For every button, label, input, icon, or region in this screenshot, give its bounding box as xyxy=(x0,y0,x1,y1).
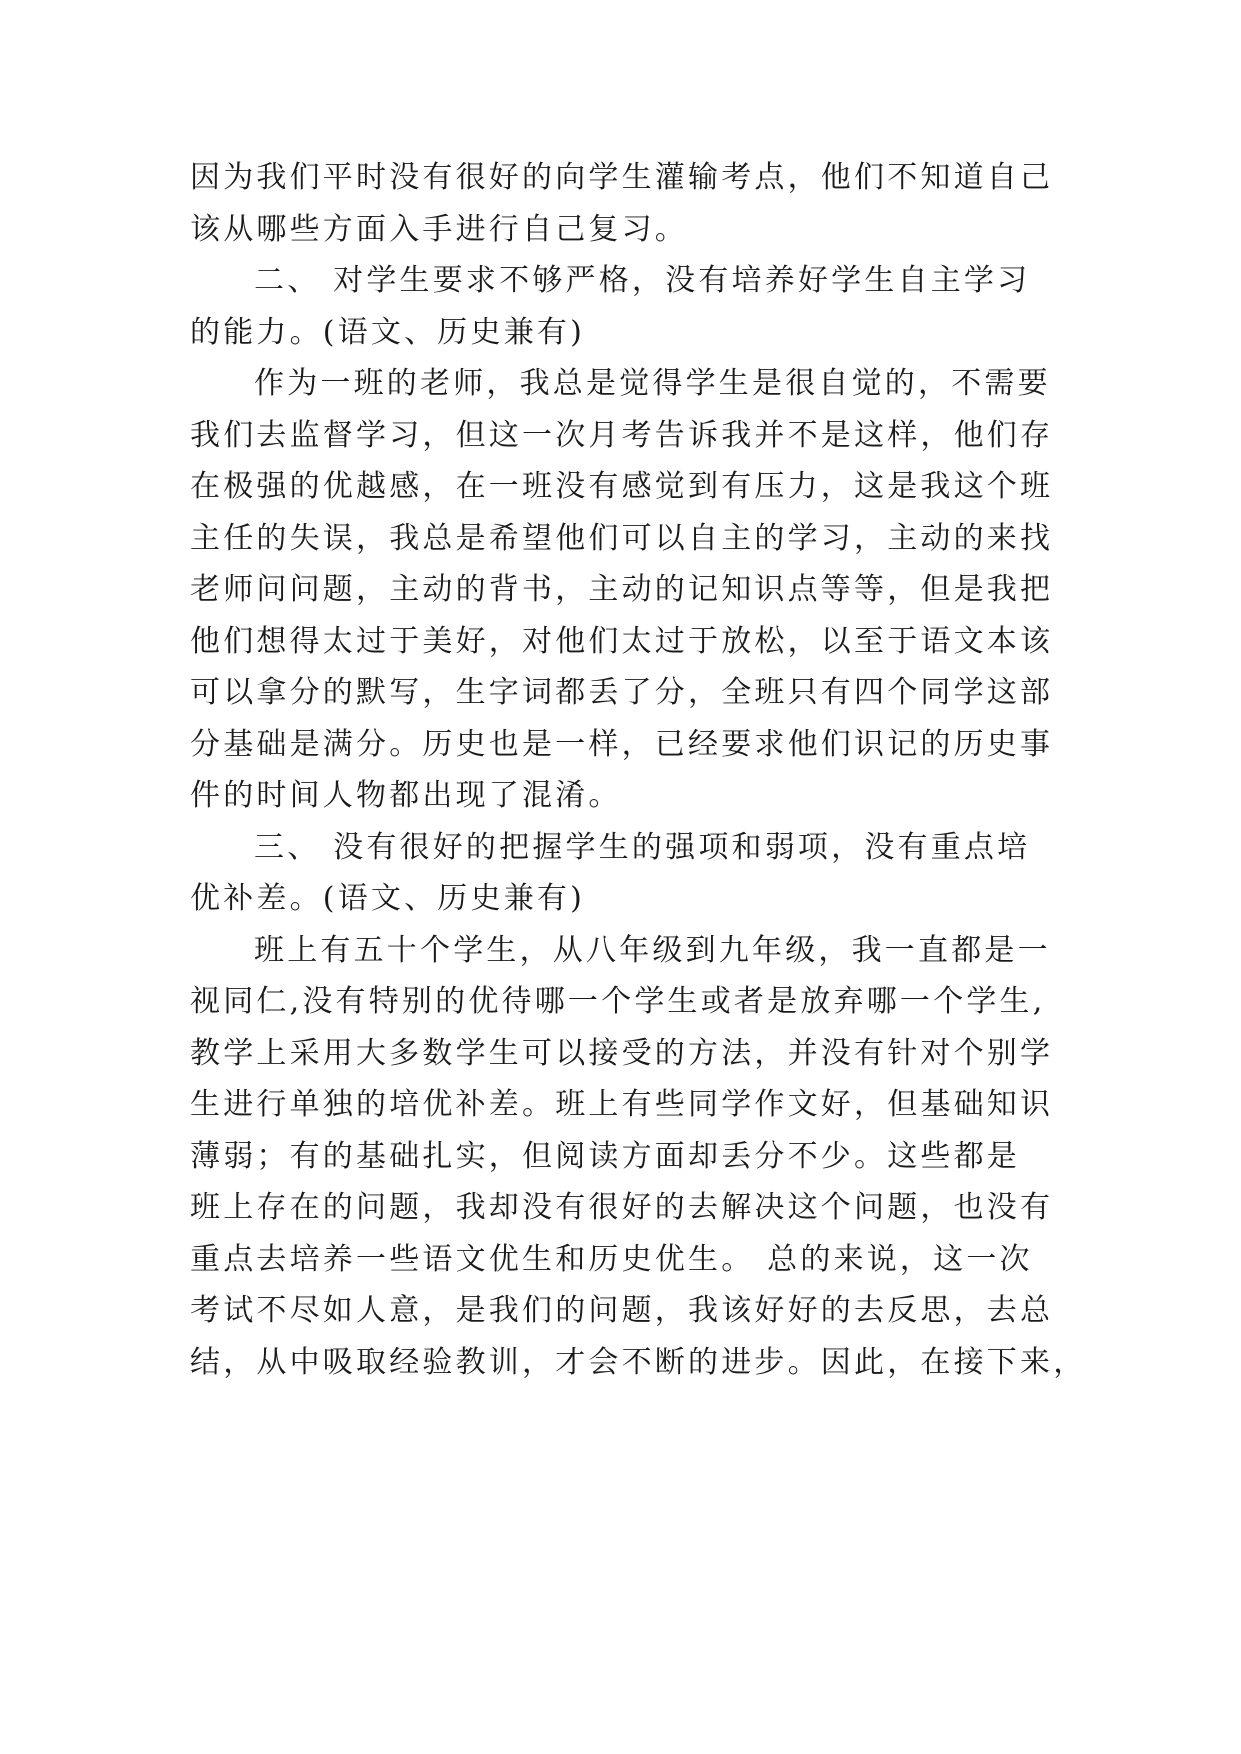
text-line: 件的时间人物都出现了混淆。 xyxy=(190,778,622,813)
text-line: 生进行单独的培优补差。班上有些同学作文好，但基础知识 xyxy=(190,1087,1054,1122)
text-line: 分基础是满分。历史也是一样，已经要求他们识记的历史事 xyxy=(190,726,1054,762)
text-line: 班上有五十个学生，从八年级到九年级，我一直都是一 xyxy=(254,932,1051,968)
text-line: 在极强的优越感，在一班没有感觉到有压力，这是我这个班 xyxy=(190,469,1054,504)
text-line: 教学上采用大多数学生可以接受的方法，并没有针对个别学 xyxy=(190,1035,1054,1071)
section-heading-line: 二、 对学生要求不够严格，没有培养好学生自主学习 xyxy=(254,263,1031,298)
section-heading-line: 优补差。(语文、历史兼有) xyxy=(190,881,586,916)
text-line: 视同仁,没有特别的优待哪一个学生或者是放弃哪一个学生, xyxy=(190,984,1046,1019)
text-line: 重点去培养一些语文优生和历史优生。 总的来说，这一次 xyxy=(190,1241,1033,1277)
text-line: 考试不尽如人意，是我们的问题，我该好好的去反思，去总 xyxy=(190,1293,1054,1328)
text-line: 班上存在的问题，我却没有很好的去解决这个问题，也没有 xyxy=(190,1190,1054,1225)
text-line: 老师问问题，主动的背书，主动的记知识点等等，但是我把 xyxy=(190,572,1054,607)
text-line: 因为我们平时没有很好的向学生灌输考点，他们不知道自己 xyxy=(190,160,1054,195)
section-heading-line: 的能力。(语文、历史兼有) xyxy=(190,314,586,350)
document-body xyxy=(190,152,1087,1388)
text-line: 可以拿分的默写，生字词都丢了分，全班只有四个同学这部 xyxy=(190,675,1054,710)
text-line: 薄弱；有的基础扎实，但阅读方面却丢分不少。这些都是 xyxy=(190,1138,1020,1174)
text-line: 作为一班的老师，我总是觉得学生是很自觉的，不需要 xyxy=(254,366,1051,401)
text-line: 结，从中吸取经验教训，才会不断的进步。因此，在接下来， xyxy=(190,1344,1087,1380)
text-line: 主任的失误，我总是希望他们可以自主的学习，主动的来找 xyxy=(190,520,1054,556)
text-line: 该从哪些方面入手进行自己复习。 xyxy=(190,211,688,247)
text-line: 我们去监督学习，但这一次月考告诉我并不是这样，他们存 xyxy=(190,417,1054,453)
text-line: 他们想得太过于美好，对他们太过于放松，以至于语文本该 xyxy=(190,623,1054,659)
section-heading-line: 三、 没有很好的把握学生的强项和弱项，没有重点培 xyxy=(254,829,1031,865)
